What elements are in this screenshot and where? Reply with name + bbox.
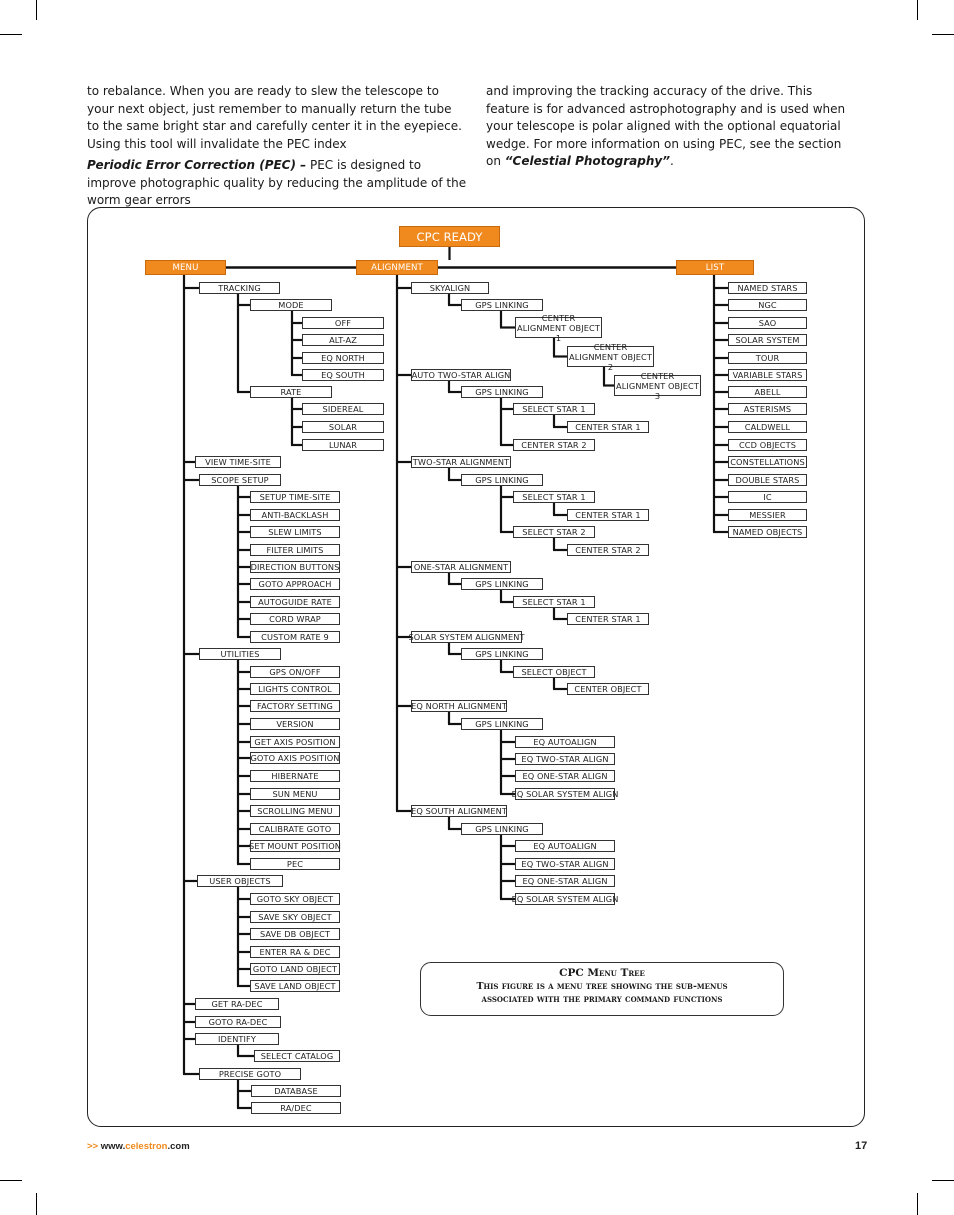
- menu-node-select-catalog[interactable]: SELECT CATALOG: [254, 1050, 340, 1062]
- footer-arrows: >>: [87, 1141, 101, 1152]
- menu-node-enter-ra-dec[interactable]: ENTER RA & DEC: [250, 946, 340, 958]
- menu-node-gps-linking[interactable]: GPS LINKING: [461, 823, 543, 835]
- menu-node-custom-rate-9[interactable]: CUSTOM RATE 9: [250, 631, 340, 643]
- paragraph-tracking: and improving the tracking accuracy of the drive. This feature is for advanced astrophotography and is used when your telescope is polar aligned with the optional equatorial wedge. For more information on using PEC, see the section on: [486, 84, 846, 169]
- menu-node-sidereal[interactable]: SIDEREAL: [302, 403, 384, 415]
- menu-node-center-star-2[interactable]: CENTER STAR 2: [567, 544, 649, 556]
- menu-node-gps-linking[interactable]: GPS LINKING: [461, 578, 543, 590]
- menu-node-off[interactable]: OFF: [302, 317, 384, 329]
- menu-node-ccd-objects[interactable]: CCD OBJECTS: [728, 439, 807, 451]
- menu-node-named-objects[interactable]: NAMED OBJECTS: [728, 526, 807, 538]
- menu-node-hibernate[interactable]: HIBERNATE: [250, 770, 340, 782]
- menu-node-eq-north[interactable]: EQ NORTH: [302, 352, 384, 364]
- menu-node-center-object[interactable]: CENTER OBJECT: [567, 683, 649, 695]
- menu-node-select-star-2[interactable]: SELECT STAR 2: [513, 526, 595, 538]
- menu-node-center-star-2[interactable]: CENTER STAR 2: [513, 439, 595, 451]
- menu-node-filter-limits[interactable]: FILTER LIMITS: [250, 544, 340, 556]
- menu-node-auto-two-star-align[interactable]: AUTO TWO-STAR ALIGN: [411, 370, 511, 380]
- menu-node-goto-sky-object[interactable]: GOTO SKY OBJECT: [250, 893, 340, 905]
- menu-node-utilities[interactable]: UTILITIES: [199, 648, 281, 660]
- menu-node-eq-autoalign[interactable]: EQ AUTOALIGN: [515, 736, 615, 748]
- menu-node-center-star-1[interactable]: CENTER STAR 1: [567, 613, 649, 625]
- footer-www: www.: [100, 1141, 126, 1152]
- menu-node-alt-az[interactable]: ALT-AZ: [302, 334, 384, 346]
- menu-node-eq-two-star-align[interactable]: EQ TWO-STAR ALIGN: [515, 858, 615, 870]
- menu-node-lights-control[interactable]: LIGHTS CONTROL: [250, 683, 340, 695]
- menu-node-tracking[interactable]: TRACKING: [199, 282, 280, 294]
- caption-title: CPC Menu Tree: [559, 967, 645, 979]
- menu-node-version[interactable]: VERSION: [250, 718, 340, 730]
- menu-node-rate[interactable]: RATE: [250, 386, 332, 398]
- section-reference: “Celestial Photography”: [504, 154, 670, 169]
- menu-node-variable-stars[interactable]: VARIABLE STARS: [728, 369, 807, 381]
- menu-node-lunar[interactable]: LUNAR: [302, 439, 384, 451]
- menu-node-user-objects[interactable]: USER OBJECTS: [197, 875, 283, 887]
- menu-node-save-land-object[interactable]: SAVE LAND OBJECT: [250, 980, 340, 992]
- menu-node-select-star-1[interactable]: SELECT STAR 1: [513, 403, 595, 415]
- menu-node-abell[interactable]: ABELL: [728, 386, 807, 398]
- menu-node-cpc-ready[interactable]: CPC READY: [399, 226, 500, 247]
- menu-node-eq-one-star-align[interactable]: EQ ONE-STAR ALIGN: [515, 875, 615, 887]
- footer-tld: .com: [167, 1141, 190, 1152]
- menu-node-asterisms[interactable]: ASTERISMS: [728, 403, 807, 415]
- menu-node-scope-setup[interactable]: SCOPE SETUP: [199, 474, 281, 486]
- menu-node-database[interactable]: DATABASE: [251, 1085, 341, 1097]
- footer-brand: celestron: [125, 1141, 168, 1152]
- menu-node-goto-approach[interactable]: GOTO APPROACH: [250, 578, 340, 590]
- menu-node-sao[interactable]: SAO: [728, 317, 807, 329]
- menu-node-mode[interactable]: MODE: [250, 299, 332, 311]
- menu-node-eq-south[interactable]: EQ SOUTH: [302, 369, 384, 381]
- menu-node-eq-two-star-align[interactable]: EQ TWO-STAR ALIGN: [515, 753, 615, 765]
- menu-node-one-star-alignment[interactable]: ONE-STAR ALIGNMENT: [411, 561, 511, 573]
- menu-node-select-object[interactable]: SELECT OBJECT: [513, 666, 595, 678]
- menu-node-select-star-1[interactable]: SELECT STAR 1: [513, 491, 595, 503]
- menu-node-messier[interactable]: MESSIER: [728, 509, 807, 521]
- menu-node-anti-backlash[interactable]: ANTI-BACKLASH: [250, 509, 340, 521]
- menu-node-eq-south-alignment[interactable]: EQ SOUTH ALIGNMENT: [411, 806, 507, 816]
- menu-node-ic[interactable]: IC: [728, 491, 807, 503]
- menu-node-eq-solar-system-align[interactable]: EQ SOLAR SYSTEM ALIGN: [511, 894, 619, 904]
- pec-term: Periodic Error Correction (PEC) –: [87, 158, 307, 172]
- menu-node-goto-land-object[interactable]: GOTO LAND OBJECT: [250, 963, 340, 975]
- menu-node-save-sky-object[interactable]: SAVE SKY OBJECT: [250, 911, 340, 923]
- menu-node-alignment[interactable]: ALIGNMENT: [356, 260, 438, 275]
- menu-node-named-stars[interactable]: NAMED STARS: [728, 282, 807, 294]
- menu-node-center-alignment-object-3[interactable]: CENTER ALIGNMENT OBJECT 3: [614, 375, 701, 396]
- menu-node-list[interactable]: LIST: [676, 260, 754, 275]
- menu-node-gps-linking[interactable]: GPS LINKING: [461, 386, 543, 398]
- paragraph-end: .: [669, 154, 674, 169]
- menu-node-center-star-1[interactable]: CENTER STAR 1: [567, 509, 649, 521]
- menu-node-goto-ra-dec[interactable]: GOTO RA-DEC: [195, 1016, 281, 1028]
- caption-line-1: This figure is a menu tree showing the sub-menus: [476, 981, 728, 992]
- menu-node-scrolling-menu[interactable]: SCROLLING MENU: [250, 805, 340, 817]
- menu-node-eq-solar-system-align[interactable]: EQ SOLAR SYSTEM ALIGN: [511, 789, 619, 799]
- menu-node-double-stars[interactable]: DOUBLE STARS: [728, 474, 807, 486]
- menu-node-skyalign[interactable]: SKYALIGN: [411, 282, 489, 294]
- menu-node-view-time-site[interactable]: VIEW TIME-SITE: [195, 456, 281, 468]
- menu-node-constellations[interactable]: CONSTELLATIONS: [728, 456, 807, 468]
- menu-node-save-db-object[interactable]: SAVE DB OBJECT: [250, 928, 340, 940]
- menu-node-gps-linking[interactable]: GPS LINKING: [461, 648, 543, 660]
- website-link[interactable]: [87, 1141, 190, 1152]
- pec-description: PEC is designed to improve photographic quality by reducing the amplitude of the worm gear errors: [87, 158, 467, 208]
- menu-node-two-star-alignment[interactable]: TWO-STAR ALIGNMENT: [412, 457, 510, 467]
- caption-line-2: associated with the primary command functions: [481, 994, 723, 1005]
- menu-node-calibrate-goto[interactable]: CALIBRATE GOTO: [250, 823, 340, 835]
- paragraph-rebalance: to rebalance. When you are ready to slew the telescope to your next object, just remember to manually return the tube to the same bright star and carefully center it in the eyepiece. Using this tool will invalidate the PEC index: [87, 84, 462, 151]
- menu-node-cord-wrap[interactable]: CORD WRAP: [250, 613, 340, 625]
- menu-node-eq-north-alignment[interactable]: EQ NORTH ALIGNMENT: [411, 701, 507, 711]
- menu-node-center-alignment-object-1[interactable]: CENTER ALIGNMENT OBJECT 1: [515, 317, 602, 338]
- menu-node-menu[interactable]: MENU: [145, 260, 226, 275]
- menu-node-tour[interactable]: TOUR: [728, 352, 807, 364]
- menu-node-gps-linking[interactable]: GPS LINKING: [461, 299, 543, 311]
- menu-node-slew-limits[interactable]: SLEW LIMITS: [250, 526, 340, 538]
- menu-node-eq-autoalign[interactable]: EQ AUTOALIGN: [515, 840, 615, 852]
- menu-node-direction-buttons[interactable]: DIRECTION BUTTONS: [250, 562, 340, 572]
- menu-node-get-axis-position[interactable]: GET AXIS POSITION: [250, 736, 340, 748]
- menu-node-center-star-1[interactable]: CENTER STAR 1: [567, 421, 649, 433]
- menu-node-center-alignment-object-2[interactable]: CENTER ALIGNMENT OBJECT 2: [567, 346, 654, 367]
- figure-caption: [420, 962, 784, 1016]
- menu-node-factory-setting[interactable]: FACTORY SETTING: [250, 700, 340, 712]
- menu-node-goto-axis-position[interactable]: GOTO AXIS POSITION: [250, 753, 340, 763]
- menu-node-gps-linking[interactable]: GPS LINKING: [461, 718, 543, 730]
- menu-node-set-mount-position[interactable]: SET MOUNT POSITION: [249, 841, 341, 851]
- menu-node-ra-dec[interactable]: RA/DEC: [251, 1102, 341, 1114]
- menu-node-solar-system[interactable]: SOLAR SYSTEM: [728, 334, 807, 346]
- menu-node-autoguide-rate[interactable]: AUTOGUIDE RATE: [250, 596, 340, 608]
- menu-node-setup-time-site[interactable]: SETUP TIME-SITE: [250, 491, 340, 503]
- menu-node-ngc[interactable]: NGC: [728, 299, 807, 311]
- menu-node-gps-linking[interactable]: GPS LINKING: [461, 474, 543, 486]
- menu-node-select-star-1[interactable]: SELECT STAR 1: [513, 596, 595, 608]
- menu-node-pec[interactable]: PEC: [250, 858, 340, 870]
- menu-node-caldwell[interactable]: CALDWELL: [728, 421, 807, 433]
- menu-node-identify[interactable]: IDENTIFY: [195, 1033, 279, 1045]
- menu-node-sun-menu[interactable]: SUN MENU: [250, 788, 340, 800]
- menu-node-get-ra-dec[interactable]: GET RA-DEC: [195, 998, 279, 1010]
- menu-node-gps-on-off[interactable]: GPS ON/OFF: [250, 666, 340, 678]
- menu-node-precise-goto[interactable]: PRECISE GOTO: [199, 1068, 301, 1080]
- menu-node-eq-one-star-align[interactable]: EQ ONE-STAR ALIGN: [515, 770, 615, 782]
- page-number: 17: [855, 1140, 868, 1152]
- menu-node-solar-system-alignment[interactable]: SOLAR SYSTEM ALIGNMENT: [408, 632, 525, 642]
- menu-node-solar[interactable]: SOLAR: [302, 421, 384, 433]
